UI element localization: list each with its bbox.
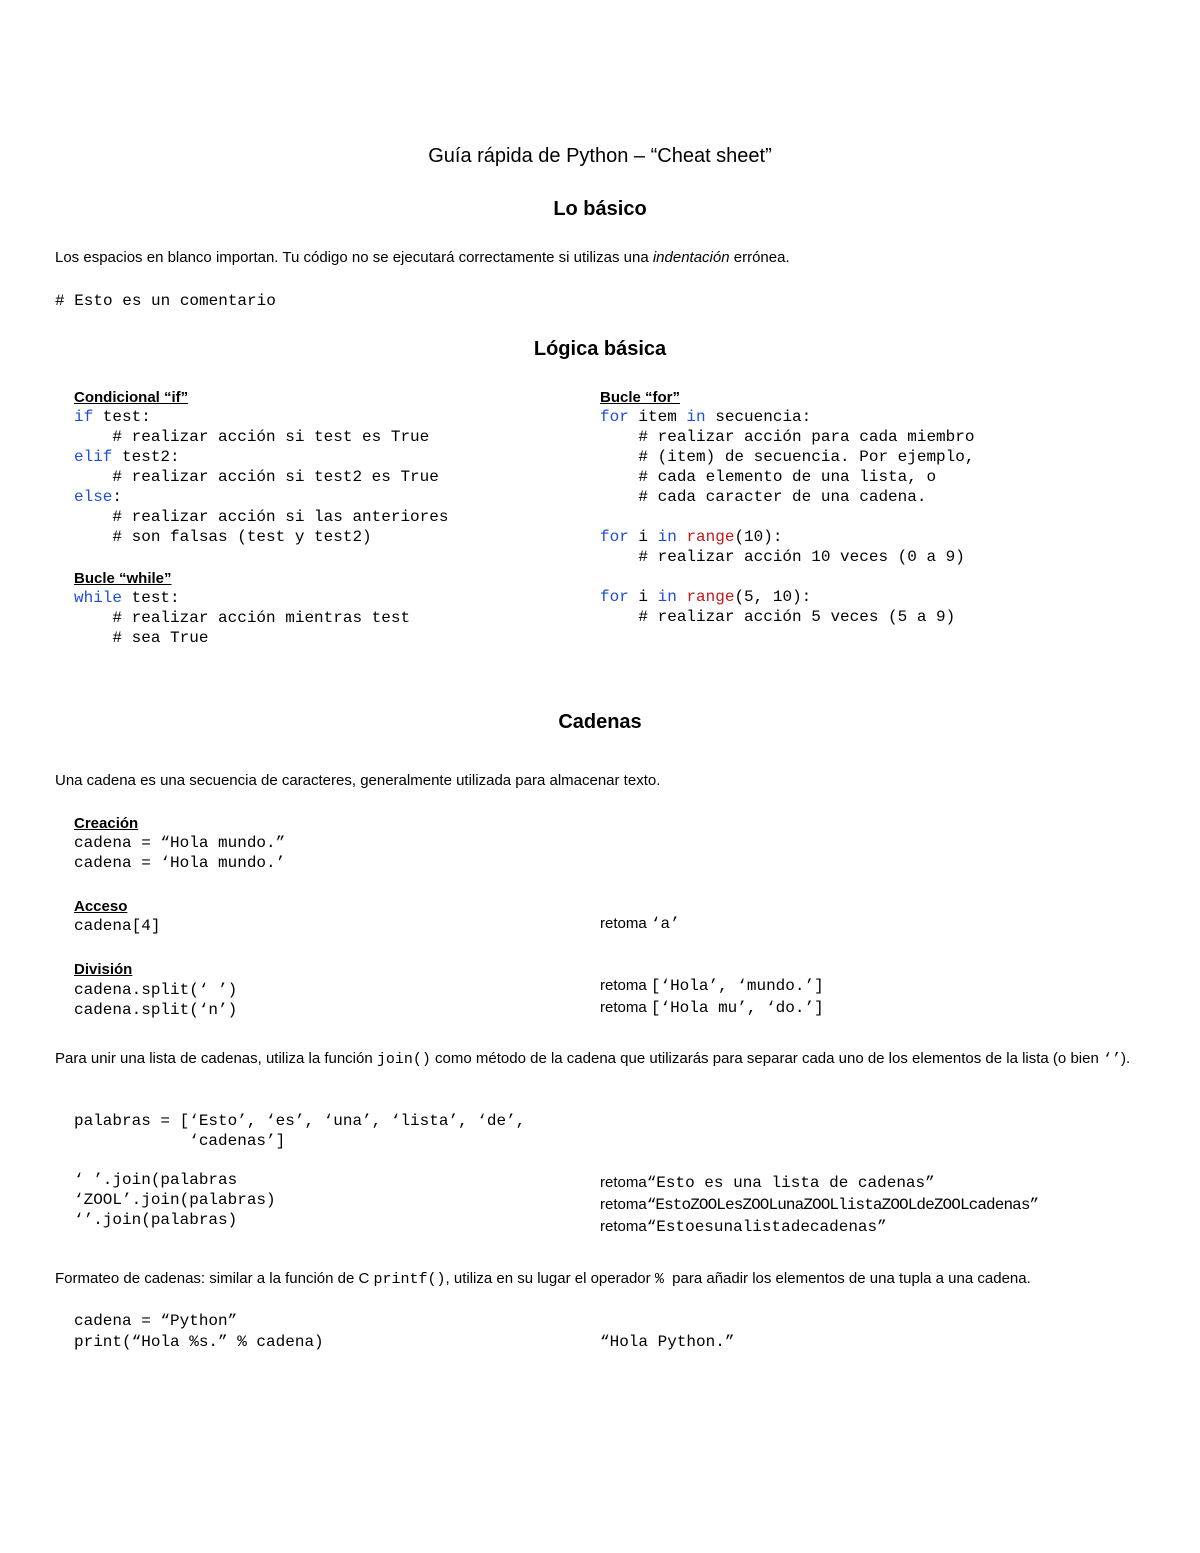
access-result-value: ‘a’ bbox=[650, 915, 680, 933]
format-inline-code-2: % bbox=[654, 1271, 664, 1288]
access-result bbox=[600, 914, 680, 934]
join-result-1-label: retoma bbox=[600, 1174, 647, 1191]
access-code: cadena[4] bbox=[74, 917, 161, 935]
range1-function: range bbox=[686, 528, 735, 546]
elif-keyword: elif bbox=[74, 448, 113, 466]
for-sequence: secuencia: bbox=[705, 408, 812, 426]
join-paragraph bbox=[55, 1048, 1145, 1070]
while-comment-2: # sea True bbox=[74, 629, 209, 647]
format-result: “Hola Python.” bbox=[600, 1333, 735, 1351]
access-heading: Acceso bbox=[74, 898, 128, 915]
for-comment-4: # cada caracter de una cadena. bbox=[600, 488, 927, 506]
split-code bbox=[74, 980, 237, 1020]
join-result-2-value: “EstoZOOLesZOOLunaZOOLlistaZOOLdeZOOLcadenas” bbox=[646, 1196, 1039, 1214]
creation-heading: Creación bbox=[74, 815, 139, 832]
join-result-2 bbox=[600, 1195, 1038, 1215]
elif-comment: # realizar acción si test2 es True bbox=[74, 468, 439, 486]
split-result-2-label: retoma bbox=[600, 999, 651, 1016]
for-range1-var: i bbox=[628, 528, 658, 546]
for-range1-keyword: for bbox=[600, 528, 629, 546]
for-comment-1: # realizar acción para cada miembro bbox=[600, 428, 975, 446]
split-result-2 bbox=[600, 998, 824, 1018]
join-line-2: ‘ZOOL’.join(palabras) bbox=[74, 1191, 276, 1209]
section-heading-logic: Lógica básica bbox=[533, 338, 667, 360]
while-keyword: while bbox=[74, 589, 123, 607]
for-range2-var: i bbox=[628, 588, 658, 606]
join-inline-code: join() bbox=[376, 1051, 431, 1068]
join-result-1-value: “Esto es una lista de cadenas” bbox=[646, 1174, 935, 1192]
join-line-3: ‘’.join(palabras) bbox=[74, 1211, 238, 1229]
basics-text-italic: indentación bbox=[652, 249, 730, 266]
for-keyword: for bbox=[600, 408, 629, 426]
format-line-1: cadena = “Python” bbox=[74, 1312, 238, 1330]
join-text-2: como método de la cadena que utilizarás para separar cada uno de los elementos de la lista (o bien bbox=[430, 1050, 1103, 1067]
for-comment-2: # (item) de secuencia. Por ejemplo, bbox=[600, 448, 975, 466]
split-heading: División bbox=[74, 961, 133, 978]
while-heading: Bucle “while” bbox=[74, 570, 172, 587]
join-result-3 bbox=[600, 1217, 887, 1237]
range2-function: range bbox=[686, 588, 735, 606]
split-result-2-value: [‘Hola mu’, ‘do.’] bbox=[650, 999, 824, 1017]
range1-args: (10): bbox=[734, 528, 783, 546]
join-inline-code-2: ‘’ bbox=[1102, 1051, 1121, 1068]
section-heading-strings: Cadenas bbox=[558, 711, 642, 733]
join-result-1 bbox=[600, 1173, 935, 1193]
range2-comment: # realizar acción 5 veces (5 a 9) bbox=[600, 608, 956, 626]
format-text-2: , utiliza en su lugar el operador bbox=[445, 1270, 655, 1287]
join-text-1: Para unir una lista de cadenas, utiliza la función bbox=[55, 1050, 377, 1067]
if-condition: test: bbox=[93, 408, 151, 426]
split-line-2: cadena.split(‘n’) bbox=[74, 1001, 238, 1019]
split-result-1-label: retoma bbox=[600, 977, 651, 994]
for-item: item bbox=[628, 408, 687, 426]
for-heading: Bucle “for” bbox=[600, 389, 681, 406]
split-result-1 bbox=[600, 976, 824, 996]
access-result-label: retoma bbox=[600, 915, 651, 932]
comment-example: # Esto es un comentario bbox=[55, 292, 276, 310]
else-keyword: else bbox=[74, 488, 113, 506]
section-heading-basics: Lo básico bbox=[553, 198, 647, 220]
format-text-1: Formateo de cadenas: similar a la función de C bbox=[55, 1270, 374, 1287]
join-text-3: ). bbox=[1120, 1050, 1131, 1067]
if-heading: Condicional “if” bbox=[74, 389, 189, 406]
format-paragraph bbox=[55, 1269, 1031, 1290]
split-result-1-value: [‘Hola’, ‘mundo.’] bbox=[650, 977, 824, 995]
for-comment-3: # cada elemento de una lista, o bbox=[600, 468, 937, 486]
join-result-3-label: retoma bbox=[600, 1218, 647, 1235]
join-code bbox=[74, 1170, 276, 1230]
if-keyword: if bbox=[74, 408, 94, 426]
in-range2-keyword: in bbox=[657, 588, 677, 606]
for-range2-keyword: for bbox=[600, 588, 629, 606]
creation-line-2: cadena = ‘Hola mundo.’ bbox=[74, 854, 286, 872]
basics-text-2: errónea. bbox=[729, 249, 790, 266]
if-comment: # realizar acción si test es True bbox=[74, 428, 430, 446]
join-line-1: ‘ ’.join(palabras bbox=[74, 1171, 238, 1189]
else-comment-2: # son falsas (test y test2) bbox=[74, 528, 372, 546]
in-range1-keyword: in bbox=[657, 528, 677, 546]
basics-text-1: Los espacios en blanco importan. Tu código no se ejecutará correctamente si utilizas una bbox=[55, 249, 653, 266]
while-condition: test: bbox=[122, 589, 180, 607]
in-keyword: in bbox=[686, 408, 706, 426]
range2-args: (5, 10): bbox=[734, 588, 812, 606]
join-result-3-value: “Estoesunalistadecadenas” bbox=[646, 1218, 887, 1236]
format-inline-code: printf() bbox=[373, 1271, 446, 1288]
format-code bbox=[74, 1311, 324, 1353]
for-code-block bbox=[600, 407, 974, 627]
format-line-2: print(“Hola %s.” % cadena) bbox=[74, 1333, 324, 1351]
else-colon: : bbox=[112, 488, 123, 506]
page-title: Guía rápida de Python – “Cheat sheet” bbox=[428, 145, 772, 167]
palabras-line-2: ‘cadenas’] bbox=[74, 1132, 286, 1150]
creation-code bbox=[74, 833, 285, 873]
strings-intro: Una cadena es una secuencia de caracteres, generalmente utilizada para almacenar texto. bbox=[55, 772, 661, 789]
while-comment-1: # realizar acción mientras test bbox=[74, 609, 411, 627]
creation-line-1: cadena = “Hola mundo.” bbox=[74, 834, 286, 852]
elif-condition: test2: bbox=[112, 448, 180, 466]
if-code-block bbox=[74, 407, 448, 547]
split-line-1: cadena.split(‘ ’) bbox=[74, 981, 238, 999]
while-code-block bbox=[74, 588, 410, 648]
format-text-3: para añadir los elementos de una tupla a una cadena. bbox=[663, 1270, 1031, 1287]
join-result-2-label: retoma bbox=[600, 1196, 647, 1213]
basics-paragraph bbox=[55, 248, 790, 268]
palabras-line-1: palabras = [‘Esto’, ‘es’, ‘una’, ‘lista’, ‘de’, bbox=[74, 1112, 526, 1130]
palabras-code bbox=[74, 1111, 525, 1151]
range1-comment: # realizar acción 10 veces (0 a 9) bbox=[600, 548, 965, 566]
else-comment-1: # realizar acción si las anteriores bbox=[74, 508, 449, 526]
